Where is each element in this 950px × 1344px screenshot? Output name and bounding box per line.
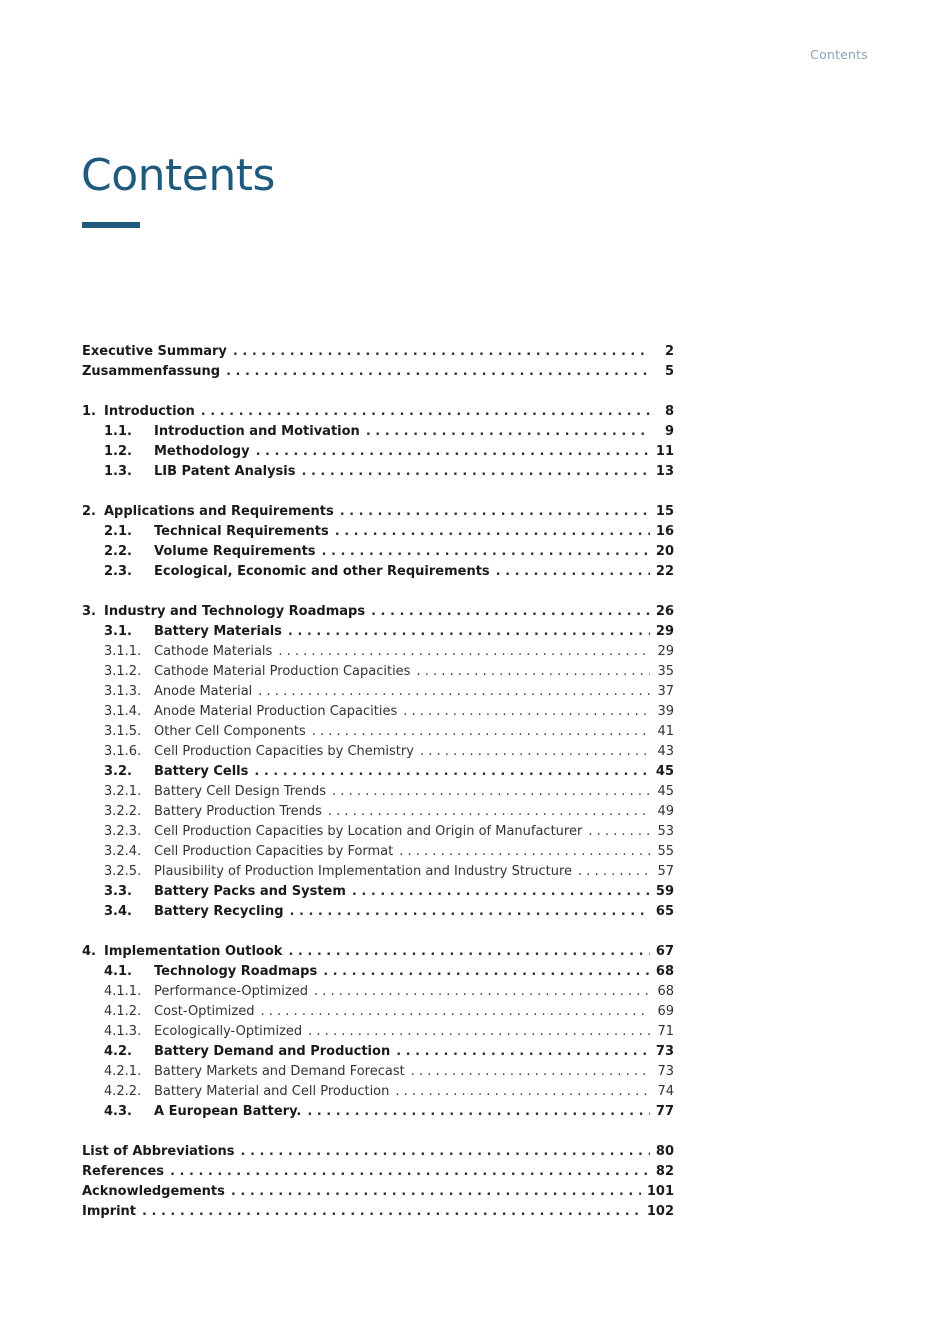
toc-back-entry[interactable] [82,1142,674,1162]
toc-page-number: 13 [655,464,674,479]
toc-dot-leader [256,442,650,462]
toc-entry-label: Battery Materials [154,624,282,639]
toc-dot-leader [416,662,650,682]
toc-dot-leader [403,702,650,722]
toc-entry-number: 4. [82,944,96,959]
toc-entry-label: References [82,1164,165,1179]
toc-entry-number: 4.1.2. [104,1004,142,1019]
toc-entry-label: Technical Requirements [154,524,329,539]
toc-dot-leader [233,342,650,362]
toc-page-number: 68 [657,984,674,999]
toc-dot-leader [588,822,650,842]
running-header: Contents [810,47,868,62]
toc-dot-leader [332,782,650,802]
toc-entry-number: 3.2.2. [104,804,142,819]
toc-page-number: 39 [657,704,674,719]
toc-dot-leader [366,422,650,442]
toc-chapter-group [82,942,674,1122]
toc-entry-number: 4.2.1. [104,1064,142,1079]
toc-entry-number: 1. [82,404,96,419]
toc-subsection-entry[interactable] [82,982,674,1002]
toc-dot-leader [142,1202,641,1222]
toc-page-number: 68 [655,964,674,979]
toc-page-number: 101 [646,1184,674,1199]
toc-page-number: 55 [657,844,674,859]
toc-dot-leader [254,762,650,782]
toc-dot-leader [322,542,650,562]
toc-subsection-entry[interactable] [82,662,674,682]
toc-chapter-entry[interactable] [82,942,674,962]
toc-entry-label: Cathode Materials [154,644,273,659]
toc-page-number: 43 [657,744,674,759]
toc-back-entry[interactable] [82,1162,674,1182]
toc-entry-label: Anode Material Production Capacities [154,704,398,719]
toc-entry-number: 4.3. [104,1104,132,1119]
toc-entry-number: 3.2. [104,764,132,779]
toc-subsection-entry[interactable] [82,722,674,742]
toc-subsection-entry[interactable] [82,1062,674,1082]
toc-page-number: 45 [657,784,674,799]
toc-entry-number: 3.1.5. [104,724,142,739]
toc-entry-number: 3.4. [104,904,132,919]
toc-page-number: 53 [657,824,674,839]
toc-section-entry[interactable] [82,442,674,462]
toc-entry-label: Plausibility of Production Implementation and Industry Structure [154,864,573,879]
toc-entry-label: Volume Requirements [154,544,316,559]
toc-entry-number: 2. [82,504,96,519]
toc-page-number: 5 [664,364,674,379]
toc-entry-number: 3.1.2. [104,664,142,679]
toc-entry-number: 1.2. [104,444,132,459]
toc-dot-leader [301,462,649,482]
toc-entry-label: Implementation Outlook [104,944,283,959]
toc-entry-label: Performance-Optimized [154,984,308,999]
toc-chapter-group [82,602,674,922]
toc-dot-leader [278,642,650,662]
table-of-contents [82,342,674,1242]
toc-entry-label: LIB Patent Analysis [154,464,296,479]
toc-back-entry[interactable] [82,1202,674,1222]
toc-dot-leader [261,1002,651,1022]
toc-dot-leader [201,402,650,422]
toc-chapter-entry[interactable] [82,502,674,522]
toc-entry-number: 3.2.5. [104,864,142,879]
toc-page-number: 29 [655,624,674,639]
toc-page-number: 59 [655,884,674,899]
toc-entry-label: Anode Material [154,684,253,699]
toc-subsection-entry[interactable] [82,802,674,822]
toc-subsection-entry[interactable] [82,782,674,802]
toc-entry-number: 3.2.1. [104,784,142,799]
toc-entry-number: 4.2.2. [104,1084,142,1099]
toc-page-number: 82 [655,1164,674,1179]
toc-dot-leader [411,1062,650,1082]
toc-chapter-entry[interactable] [82,602,674,622]
toc-entry-number: 2.3. [104,564,132,579]
toc-dot-leader [231,1182,641,1202]
toc-section-entry[interactable] [82,882,674,902]
toc-entry-label: Introduction [104,404,195,419]
toc-entry-label: Technology Roadmaps [154,964,318,979]
toc-dot-leader [335,522,650,542]
toc-dot-leader [352,882,650,902]
toc-back-entry[interactable] [82,1182,674,1202]
toc-page-number: 9 [664,424,674,439]
toc-dot-leader [371,602,650,622]
toc-page-number: 77 [655,1104,674,1119]
toc-section-entry[interactable] [82,962,674,982]
toc-entry-label: Battery Production Trends [154,804,322,819]
toc-back-matter [82,1142,674,1222]
toc-page-number: 67 [655,944,674,959]
toc-entry-label: Battery Cells [154,764,249,779]
toc-subsection-entry[interactable] [82,1022,674,1042]
toc-dot-leader [241,1142,650,1162]
toc-entry-number: 3.3. [104,884,132,899]
toc-subsection-entry[interactable] [82,1002,674,1022]
toc-section-entry[interactable] [82,462,674,482]
toc-entry-number: 3.1. [104,624,132,639]
toc-entry-number: 4.2. [104,1044,132,1059]
toc-chapter-entry[interactable] [82,402,674,422]
toc-dot-leader [328,802,650,822]
toc-page-number: 69 [657,1004,674,1019]
toc-entry-label: Cathode Material Production Capacities [154,664,411,679]
toc-entry-label: Battery Demand and Production [154,1044,391,1059]
toc-subsection-entry[interactable] [82,862,674,882]
toc-entry-number: 3.1.6. [104,744,142,759]
toc-entry-label: Imprint [82,1204,137,1219]
toc-dot-leader [170,1162,650,1182]
toc-entry-number: 3. [82,604,96,619]
toc-entry-number: 2.2. [104,544,132,559]
toc-dot-leader [395,1082,650,1102]
toc-page-number: 2 [664,344,674,359]
toc-dot-leader [396,1042,650,1062]
toc-entry-label: Zusammenfassung [82,364,221,379]
toc-page-number: 102 [646,1204,674,1219]
toc-dot-leader [290,902,650,922]
toc-chapter-group [82,502,674,582]
toc-dot-leader [496,562,650,582]
toc-entry-label: List of Abbreviations [82,1144,235,1159]
toc-section-entry[interactable] [82,522,674,542]
toc-entry-label: Battery Recycling [154,904,284,919]
toc-dot-leader [307,1102,650,1122]
toc-page-number: 22 [655,564,674,579]
toc-entry-number: 2.1. [104,524,132,539]
toc-dot-leader [420,742,650,762]
toc-entry-label: Battery Packs and System [154,884,346,899]
toc-entry-label: Battery Material and Cell Production [154,1084,390,1099]
toc-page-number: 20 [655,544,674,559]
toc-chapter-group [82,402,674,482]
toc-entry-number: 4.1. [104,964,132,979]
toc-page-number: 73 [655,1044,674,1059]
toc-page-number: 57 [657,864,674,879]
toc-section-entry[interactable] [82,542,674,562]
toc-entry-label: Applications and Requirements [104,504,334,519]
toc-entry-label: Introduction and Motivation [154,424,360,439]
toc-entry-number: 3.1.4. [104,704,142,719]
toc-page-number: 73 [657,1064,674,1079]
toc-subsection-entry[interactable] [82,642,674,662]
toc-page-number: 15 [655,504,674,519]
toc-entry-label: Cell Production Capacities by Format [154,844,394,859]
toc-dot-leader [226,362,650,382]
toc-entry-label: Ecological, Economic and other Requirements [154,564,490,579]
toc-entry-number: 3.1.1. [104,644,142,659]
page-title: Contents [81,150,275,201]
toc-subsection-entry[interactable] [82,702,674,722]
toc-page-number: 41 [657,724,674,739]
toc-subsection-entry[interactable] [82,822,674,842]
toc-entry-label: Methodology [154,444,250,459]
toc-section-entry[interactable] [82,622,674,642]
toc-dot-leader [288,942,649,962]
toc-entry-number: 3.1.3. [104,684,142,699]
toc-entry-label: Executive Summary [82,344,227,359]
toc-page-number: 35 [657,664,674,679]
toc-front-entry[interactable] [82,362,674,382]
toc-entry-label: Battery Markets and Demand Forecast [154,1064,405,1079]
toc-page-number: 65 [655,904,674,919]
toc-page-number: 16 [655,524,674,539]
toc-entry-label: A European Battery. [154,1104,302,1119]
toc-section-entry[interactable] [82,422,674,442]
toc-page-number: 8 [664,404,674,419]
toc-entry-label: Cost-Optimized [154,1004,255,1019]
toc-page-number: 26 [655,604,674,619]
toc-dot-leader [312,722,650,742]
toc-subsection-entry[interactable] [82,1082,674,1102]
toc-entry-number: 4.1.3. [104,1024,142,1039]
toc-entry-number: 1.1. [104,424,132,439]
toc-entry-label: Industry and Technology Roadmaps [104,604,366,619]
toc-entry-number: 3.2.4. [104,844,142,859]
toc-subsection-entry[interactable] [82,842,674,862]
toc-dot-leader [340,502,650,522]
toc-entry-label: Other Cell Components [154,724,306,739]
toc-entry-label: Cell Production Capacities by Location and Origin of Manufacturer [154,824,583,839]
toc-dot-leader [399,842,650,862]
toc-page-number: 71 [657,1024,674,1039]
title-underline-bar [82,222,140,228]
toc-page-number: 45 [655,764,674,779]
toc-dot-leader [578,862,650,882]
toc-page-number: 37 [657,684,674,699]
toc-entry-number: 3.2.3. [104,824,142,839]
toc-dot-leader [258,682,650,702]
toc-front-entry[interactable] [82,342,674,362]
toc-section-entry[interactable] [82,762,674,782]
toc-front-matter [82,342,674,382]
toc-entry-label: Ecologically-Optimized [154,1024,303,1039]
toc-dot-leader [288,622,650,642]
toc-page-number: 80 [655,1144,674,1159]
toc-section-entry[interactable] [82,902,674,922]
toc-subsection-entry[interactable] [82,682,674,702]
toc-page-number: 11 [655,444,674,459]
toc-subsection-entry[interactable] [82,742,674,762]
toc-page-number: 49 [657,804,674,819]
toc-entry-label: Acknowledgements [82,1184,225,1199]
toc-dot-leader [323,962,650,982]
toc-page-number: 74 [657,1084,674,1099]
toc-page-number: 29 [657,644,674,659]
toc-dot-leader [314,982,650,1002]
toc-entry-number: 4.1.1. [104,984,142,999]
toc-entry-number: 1.3. [104,464,132,479]
toc-section-entry[interactable] [82,562,674,582]
toc-entry-label: Cell Production Capacities by Chemistry [154,744,414,759]
toc-section-entry[interactable] [82,1042,674,1062]
toc-entry-label: Battery Cell Design Trends [154,784,327,799]
toc-section-entry[interactable] [82,1102,674,1122]
toc-dot-leader [308,1022,650,1042]
